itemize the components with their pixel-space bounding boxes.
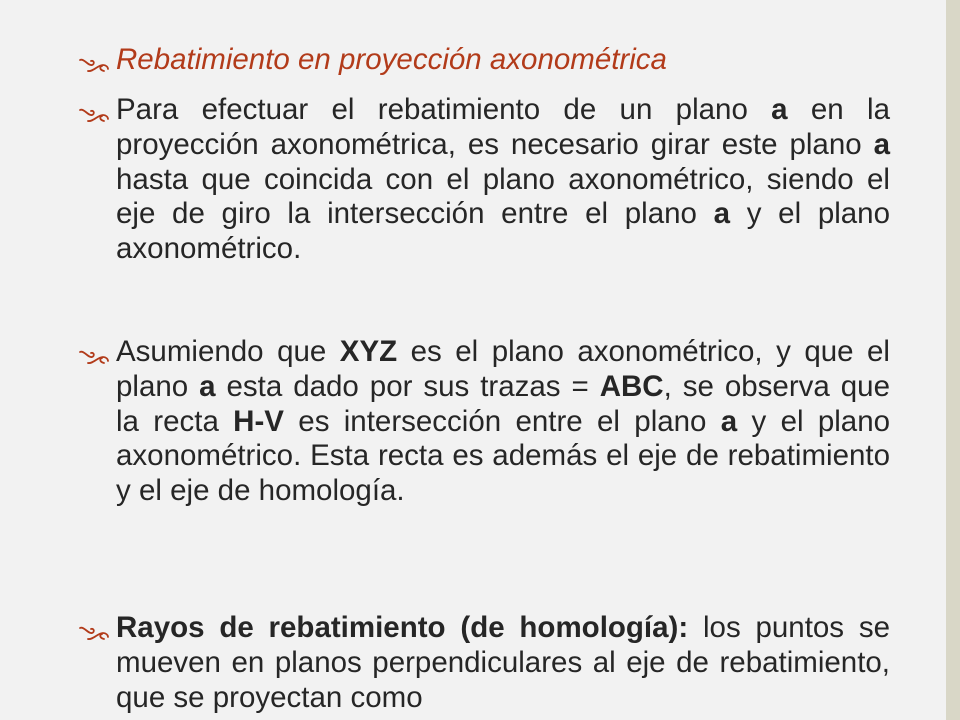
heading-text: Rebatimiento en proyección axonométrica xyxy=(116,43,667,76)
scroll-bullet-icon xyxy=(78,106,110,124)
paragraph-3-text xyxy=(116,611,890,715)
bold-term: H-V xyxy=(233,404,284,438)
heading-bullet xyxy=(78,43,890,78)
bold-term: a xyxy=(199,369,216,403)
text-run: hasta que coincida con el plano axonométrico, siendo el eje de giro la intersección entre el plano xyxy=(116,162,890,231)
bold-term: XYZ xyxy=(339,335,398,368)
text-run: los puntos se mueven en planos perpendiculares al eje de rebatimiento, que se proyectan como xyxy=(116,611,890,714)
bold-term: a xyxy=(771,93,788,126)
paragraph-1-text xyxy=(116,93,890,267)
text-run: y el plano axonométrico. xyxy=(116,197,890,266)
bold-term: Rayos de rebatimiento (de homología): xyxy=(116,611,689,644)
text-run: es el plano axonométrico, y que el plano xyxy=(116,335,890,403)
scroll-bullet-icon xyxy=(78,348,110,366)
text-run: y el plano axonométrico. Esta recta es además el eje de rebatimiento y el eje de homología. xyxy=(116,404,891,508)
text-run: , se observa que la recta xyxy=(116,369,890,438)
text-run: Para efectuar el rebatimiento de un plano xyxy=(116,93,772,126)
bold-term: a xyxy=(713,197,731,231)
text-run: en la proyección axonométrica, es necesario girar este plano xyxy=(116,93,890,161)
text-run: esta dado por sus trazas = xyxy=(215,369,600,403)
paragraph-2-text xyxy=(116,335,890,509)
scroll-bullet-icon xyxy=(78,624,110,642)
text-run: Asumiendo que xyxy=(116,335,340,368)
paragraph-3-bullet xyxy=(78,611,890,715)
text-run: es intersección entre el plano xyxy=(283,404,721,438)
paragraph-2-bullet xyxy=(78,335,890,509)
bold-term: a xyxy=(873,127,890,161)
slide-side-band xyxy=(946,0,960,720)
paragraph-1-bullet xyxy=(78,93,890,267)
bold-term: a xyxy=(720,404,738,438)
scroll-bullet-icon xyxy=(78,56,110,74)
bold-term: ABC xyxy=(599,369,664,403)
